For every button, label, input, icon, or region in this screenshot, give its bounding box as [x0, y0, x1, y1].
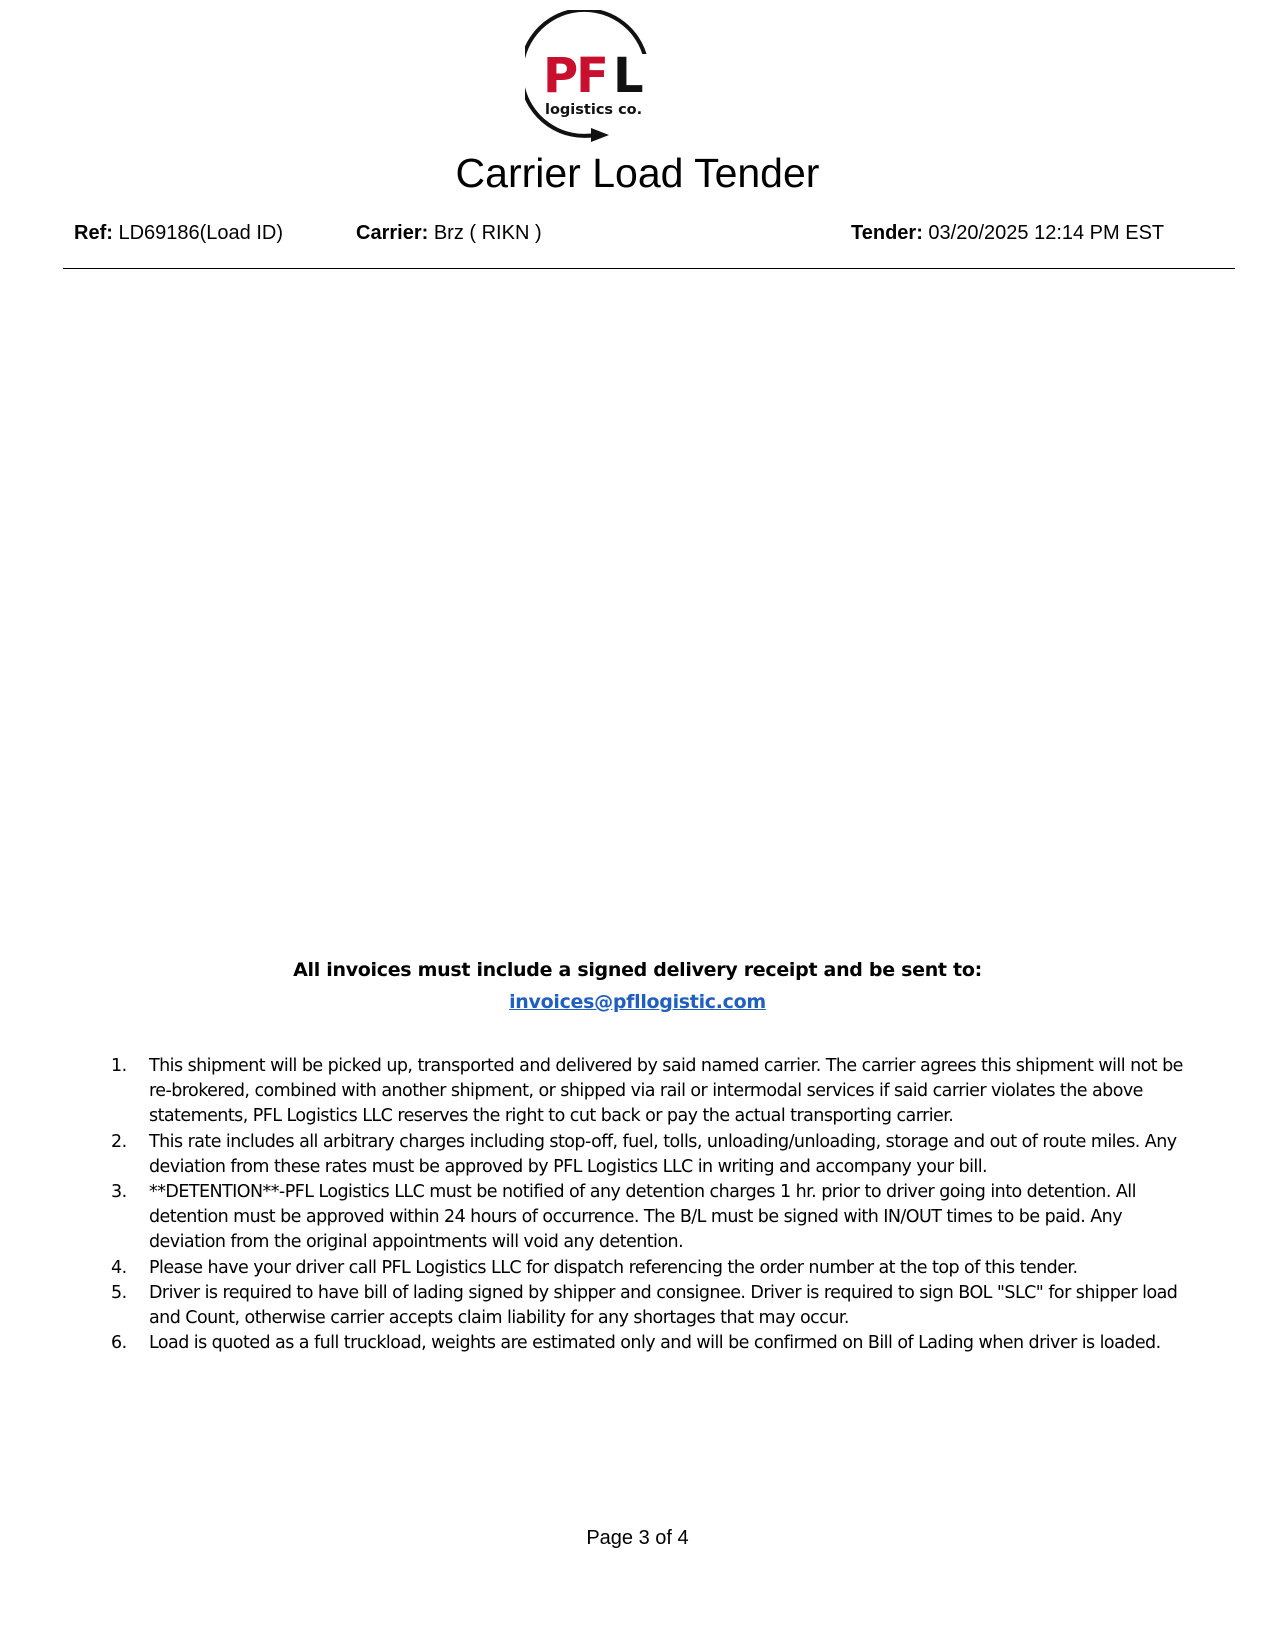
terms-item-text: This rate includes all arbitrary charges including stop-off, fuel, tolls, unloading/unloading, storage and out of route miles. Any deviation from these rates must be approved by PFL Logistics LLC in writing and accompany your bill. — [149, 1131, 1177, 1177]
logo-brand-l: L — [613, 48, 644, 104]
terms-item-number: 1. — [111, 1056, 127, 1076]
terms-item — [111, 1180, 1191, 1256]
terms-item-text: Driver is required to have bill of lading signed by shipper and consignee. Driver is required to sign BOL "SLC" for shipper load and Count, otherwise carrier accepts claim liability for any shortages that may occur. — [149, 1282, 1178, 1329]
carrier-value: Brz ( RIKN ) — [433, 222, 542, 244]
tender-label: Tender: — [851, 222, 923, 244]
terms-item — [111, 1054, 1191, 1130]
terms-item-number: 2. — [111, 1131, 127, 1152]
header-divider — [63, 268, 1235, 269]
logo-arrow-head — [591, 128, 609, 142]
terms-item-number: 3. — [111, 1182, 127, 1203]
terms-item-number: 5. — [111, 1282, 127, 1303]
page-title: Carrier Load Tender — [455, 150, 820, 196]
pfl-logo — [525, 10, 675, 150]
terms-item-text: **DETENTION**-PFL Logistics LLC must be notified of any detention charges 1 hr. prior to driver going into detention. All detention must be approved within 24 hours of occurrence. The B/L must be signed with IN/OUT times to be paid. Any deviation from the original appointments will void any detention. — [149, 1182, 1136, 1253]
terms-item-number: 4. — [111, 1257, 127, 1278]
carrier-label: Carrier: — [356, 222, 429, 244]
terms-item — [111, 1331, 1191, 1356]
terms-item — [111, 1281, 1191, 1331]
terms-item-text: Please have your driver call PFL Logistics LLC for dispatch referencing the order number at the top of this tender. — [149, 1257, 1078, 1278]
tender-value: 03/20/2025 12:14 PM EST — [928, 222, 1165, 244]
terms-list — [111, 1054, 1191, 1356]
carrier-field — [356, 220, 542, 246]
invoice-notice: All invoices must include a signed delivery receipt and be sent to: — [293, 959, 982, 981]
ref-label: Ref: — [74, 222, 113, 244]
tender-field — [851, 220, 1164, 246]
terms-item — [111, 1130, 1191, 1180]
terms-item-text: Load is quoted as a full truckload, weights are estimated only and will be confirmed on Bill of Lading when driver is loaded. — [149, 1333, 1161, 1354]
terms-item — [111, 1256, 1191, 1281]
page-number: Page 3 of 4 — [586, 1527, 689, 1549]
logo-subtitle: logistics co. — [545, 102, 643, 118]
logo-brand: PF — [543, 48, 607, 104]
invoice-email-link[interactable]: invoices@pfllogistic.com — [509, 991, 766, 1013]
terms-item-text: This shipment will be picked up, transported and delivered by said named carrier. The carrier agrees this shipment will not be re-brokered, combined with another shipment, or shipped via rail or intermodal services if said carrier violates the above statements, PFL Logistics LLC reserves the right to cut back or pay the actual transporting carrier. — [149, 1056, 1183, 1127]
ref-field — [74, 220, 283, 246]
ref-value: LD69186(Load ID) — [118, 222, 284, 244]
terms-item-number: 6. — [111, 1333, 127, 1354]
